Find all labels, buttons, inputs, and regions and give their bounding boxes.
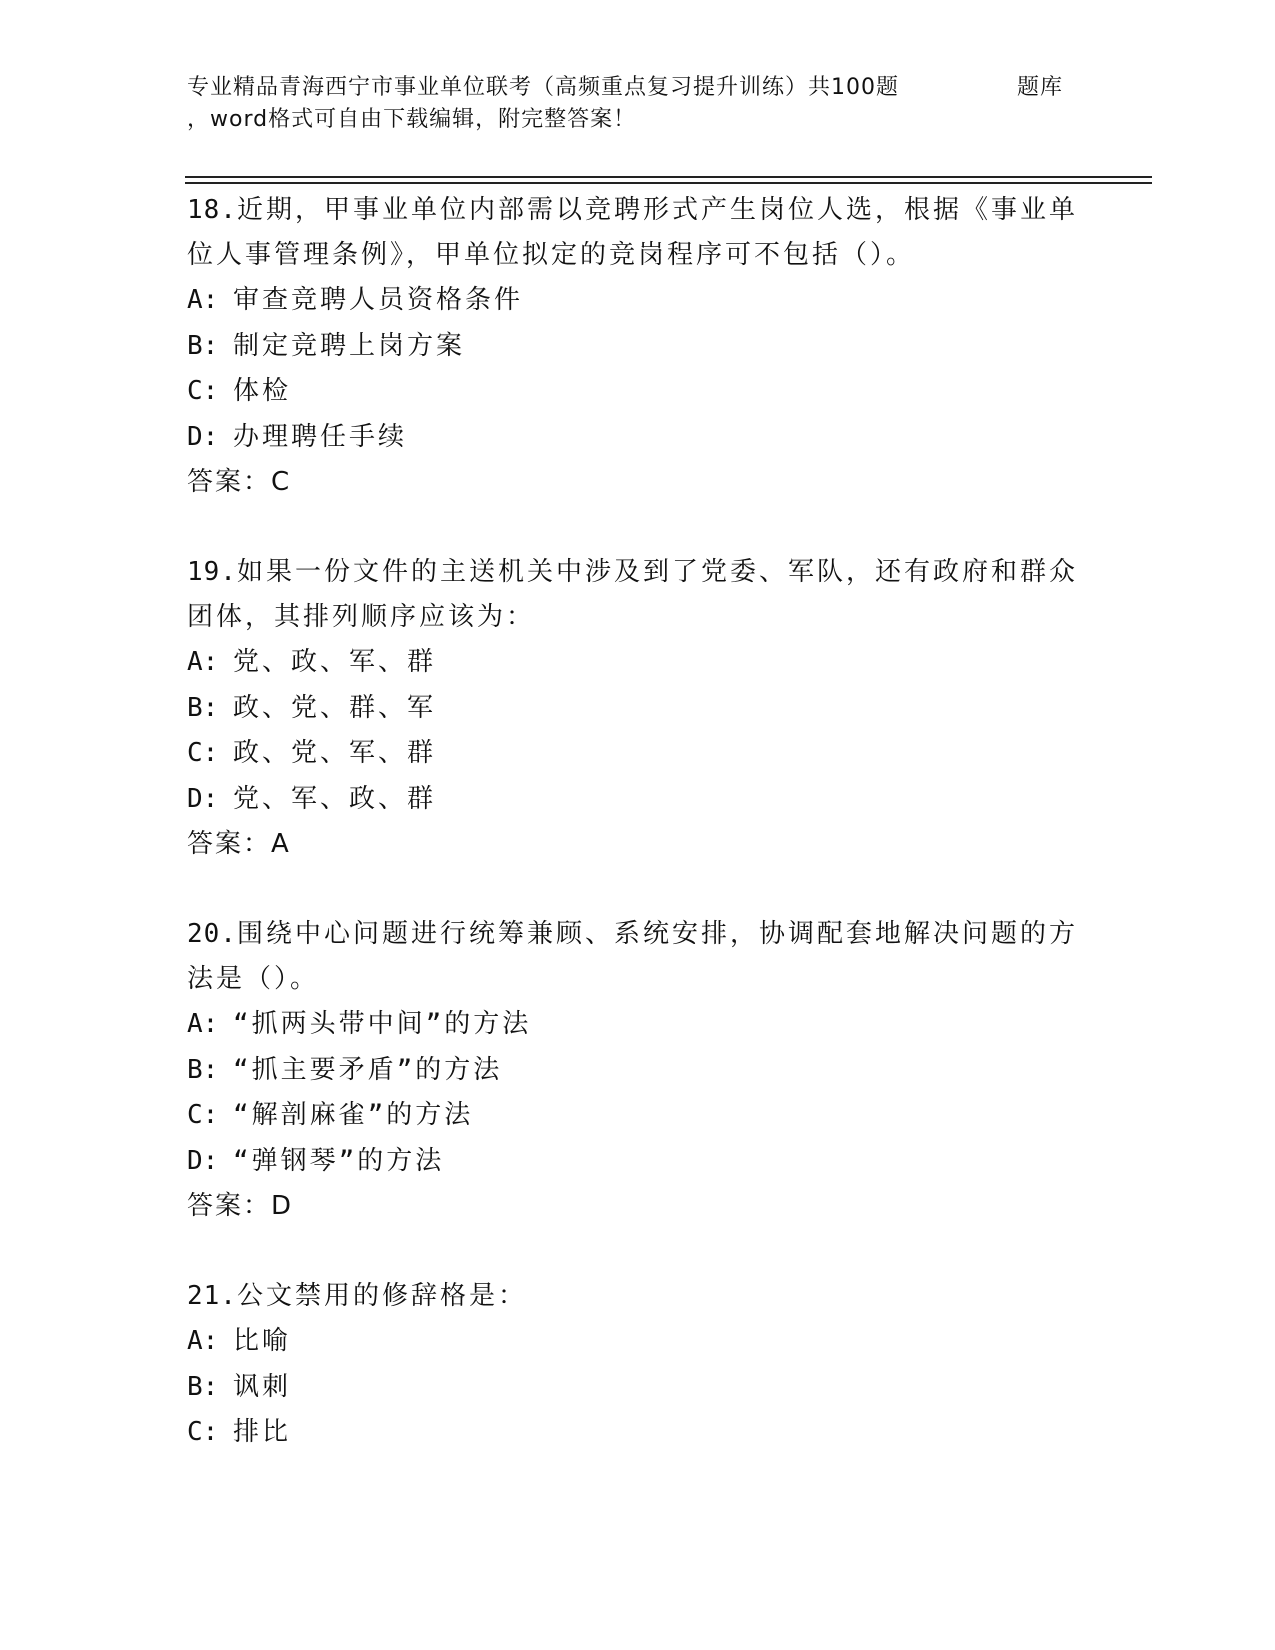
option-a: [187, 278, 1087, 324]
option-d: [187, 1139, 1087, 1185]
option-text: 讽刺: [233, 1371, 292, 1402]
question-stem: [187, 912, 1087, 1002]
document-subtitle: ，word格式可自由下载编辑，附完整答案！: [187, 107, 637, 132]
question-21: [187, 1274, 1087, 1456]
option-key: C:: [187, 1100, 219, 1130]
option-c: [187, 731, 1087, 777]
option-b: [187, 324, 1087, 370]
header-divider-bottom: [185, 182, 1152, 184]
document-header: [187, 72, 1087, 136]
question-stem: [187, 550, 1087, 640]
option-text: 党、军、政、群: [233, 783, 437, 814]
question-text: 如果一份文件的主送机关中涉及到了党委、军队，还有政府和群众团体，其排列顺序应该为：: [187, 557, 1078, 632]
question-text: 公文禁用的修辞格是：: [236, 1281, 527, 1311]
question-18: [187, 188, 1087, 505]
answer-line: 答案：D: [187, 1191, 294, 1221]
option-b: [187, 1048, 1087, 1094]
option-text: 体检: [233, 376, 292, 406]
question-list: [187, 188, 1087, 1501]
header-divider-top: [185, 176, 1152, 178]
option-key: A:: [187, 285, 219, 315]
option-key: C:: [187, 1417, 219, 1447]
question-text: 近期，甲事业单位内部需以竞聘形式产生岗位人选，根据《事业单位人事管理条例》，甲单位拟定的竞岗程序可不包括（）。: [187, 195, 1078, 270]
option-c: [187, 1410, 1087, 1456]
option-key: A:: [187, 1326, 219, 1356]
option-key: A:: [187, 1009, 219, 1039]
question-19: [187, 550, 1087, 867]
option-a: [187, 1002, 1087, 1048]
option-key: A:: [187, 647, 219, 677]
option-text: 政、党、群、军: [233, 692, 437, 723]
option-key: C:: [187, 376, 219, 406]
option-key: B:: [187, 1371, 219, 1402]
option-text: “解剖麻雀”的方法: [233, 1100, 474, 1130]
option-key: B:: [187, 1054, 219, 1085]
option-b: [187, 686, 1087, 732]
option-text: “弹钢琴”的方法: [233, 1145, 445, 1176]
question-number: 19.: [187, 557, 237, 587]
question-number: 20.: [187, 919, 237, 949]
question-stem: [187, 188, 1087, 278]
option-text: 审查竞聘人员资格条件: [233, 285, 524, 315]
option-b: [187, 1365, 1087, 1411]
document-title: 专业精品青海西宁市事业单位联考（高频重点复习提升训练）共100题: [187, 75, 899, 100]
option-text: “抓主要矛盾”的方法: [233, 1054, 503, 1085]
document-tag: 题库: [1017, 75, 1064, 100]
answer-line: 答案：C: [187, 467, 292, 497]
question-stem: [187, 1274, 1087, 1319]
option-text: 办理聘任手续: [233, 421, 408, 452]
option-d: [187, 777, 1087, 823]
option-key: D:: [187, 1145, 219, 1176]
option-text: 比喻: [233, 1326, 292, 1356]
option-text: “抓两头带中间”的方法: [233, 1009, 532, 1039]
option-key: B:: [187, 330, 219, 361]
question-text: 围绕中心问题进行统筹兼顾、系统安排，协调配套地解决问题的方法是（）。: [187, 919, 1078, 994]
option-c: [187, 369, 1087, 415]
option-text: 排比: [233, 1417, 292, 1447]
option-key: B:: [187, 692, 219, 723]
option-text: 制定竞聘上岗方案: [233, 330, 466, 361]
option-key: D:: [187, 783, 219, 814]
header-line-1: [187, 72, 1087, 104]
option-a: [187, 640, 1087, 686]
option-c: [187, 1093, 1087, 1139]
option-text: 政、党、军、群: [233, 738, 437, 768]
question-number: 21.: [187, 1281, 237, 1311]
option-d: [187, 415, 1087, 461]
option-key: C:: [187, 738, 219, 768]
option-a: [187, 1319, 1087, 1365]
question-20: [187, 912, 1087, 1229]
option-key: D:: [187, 421, 219, 452]
question-number: 18.: [187, 195, 237, 225]
answer-line: 答案：A: [187, 829, 291, 859]
option-text: 党、政、军、群: [233, 647, 437, 677]
